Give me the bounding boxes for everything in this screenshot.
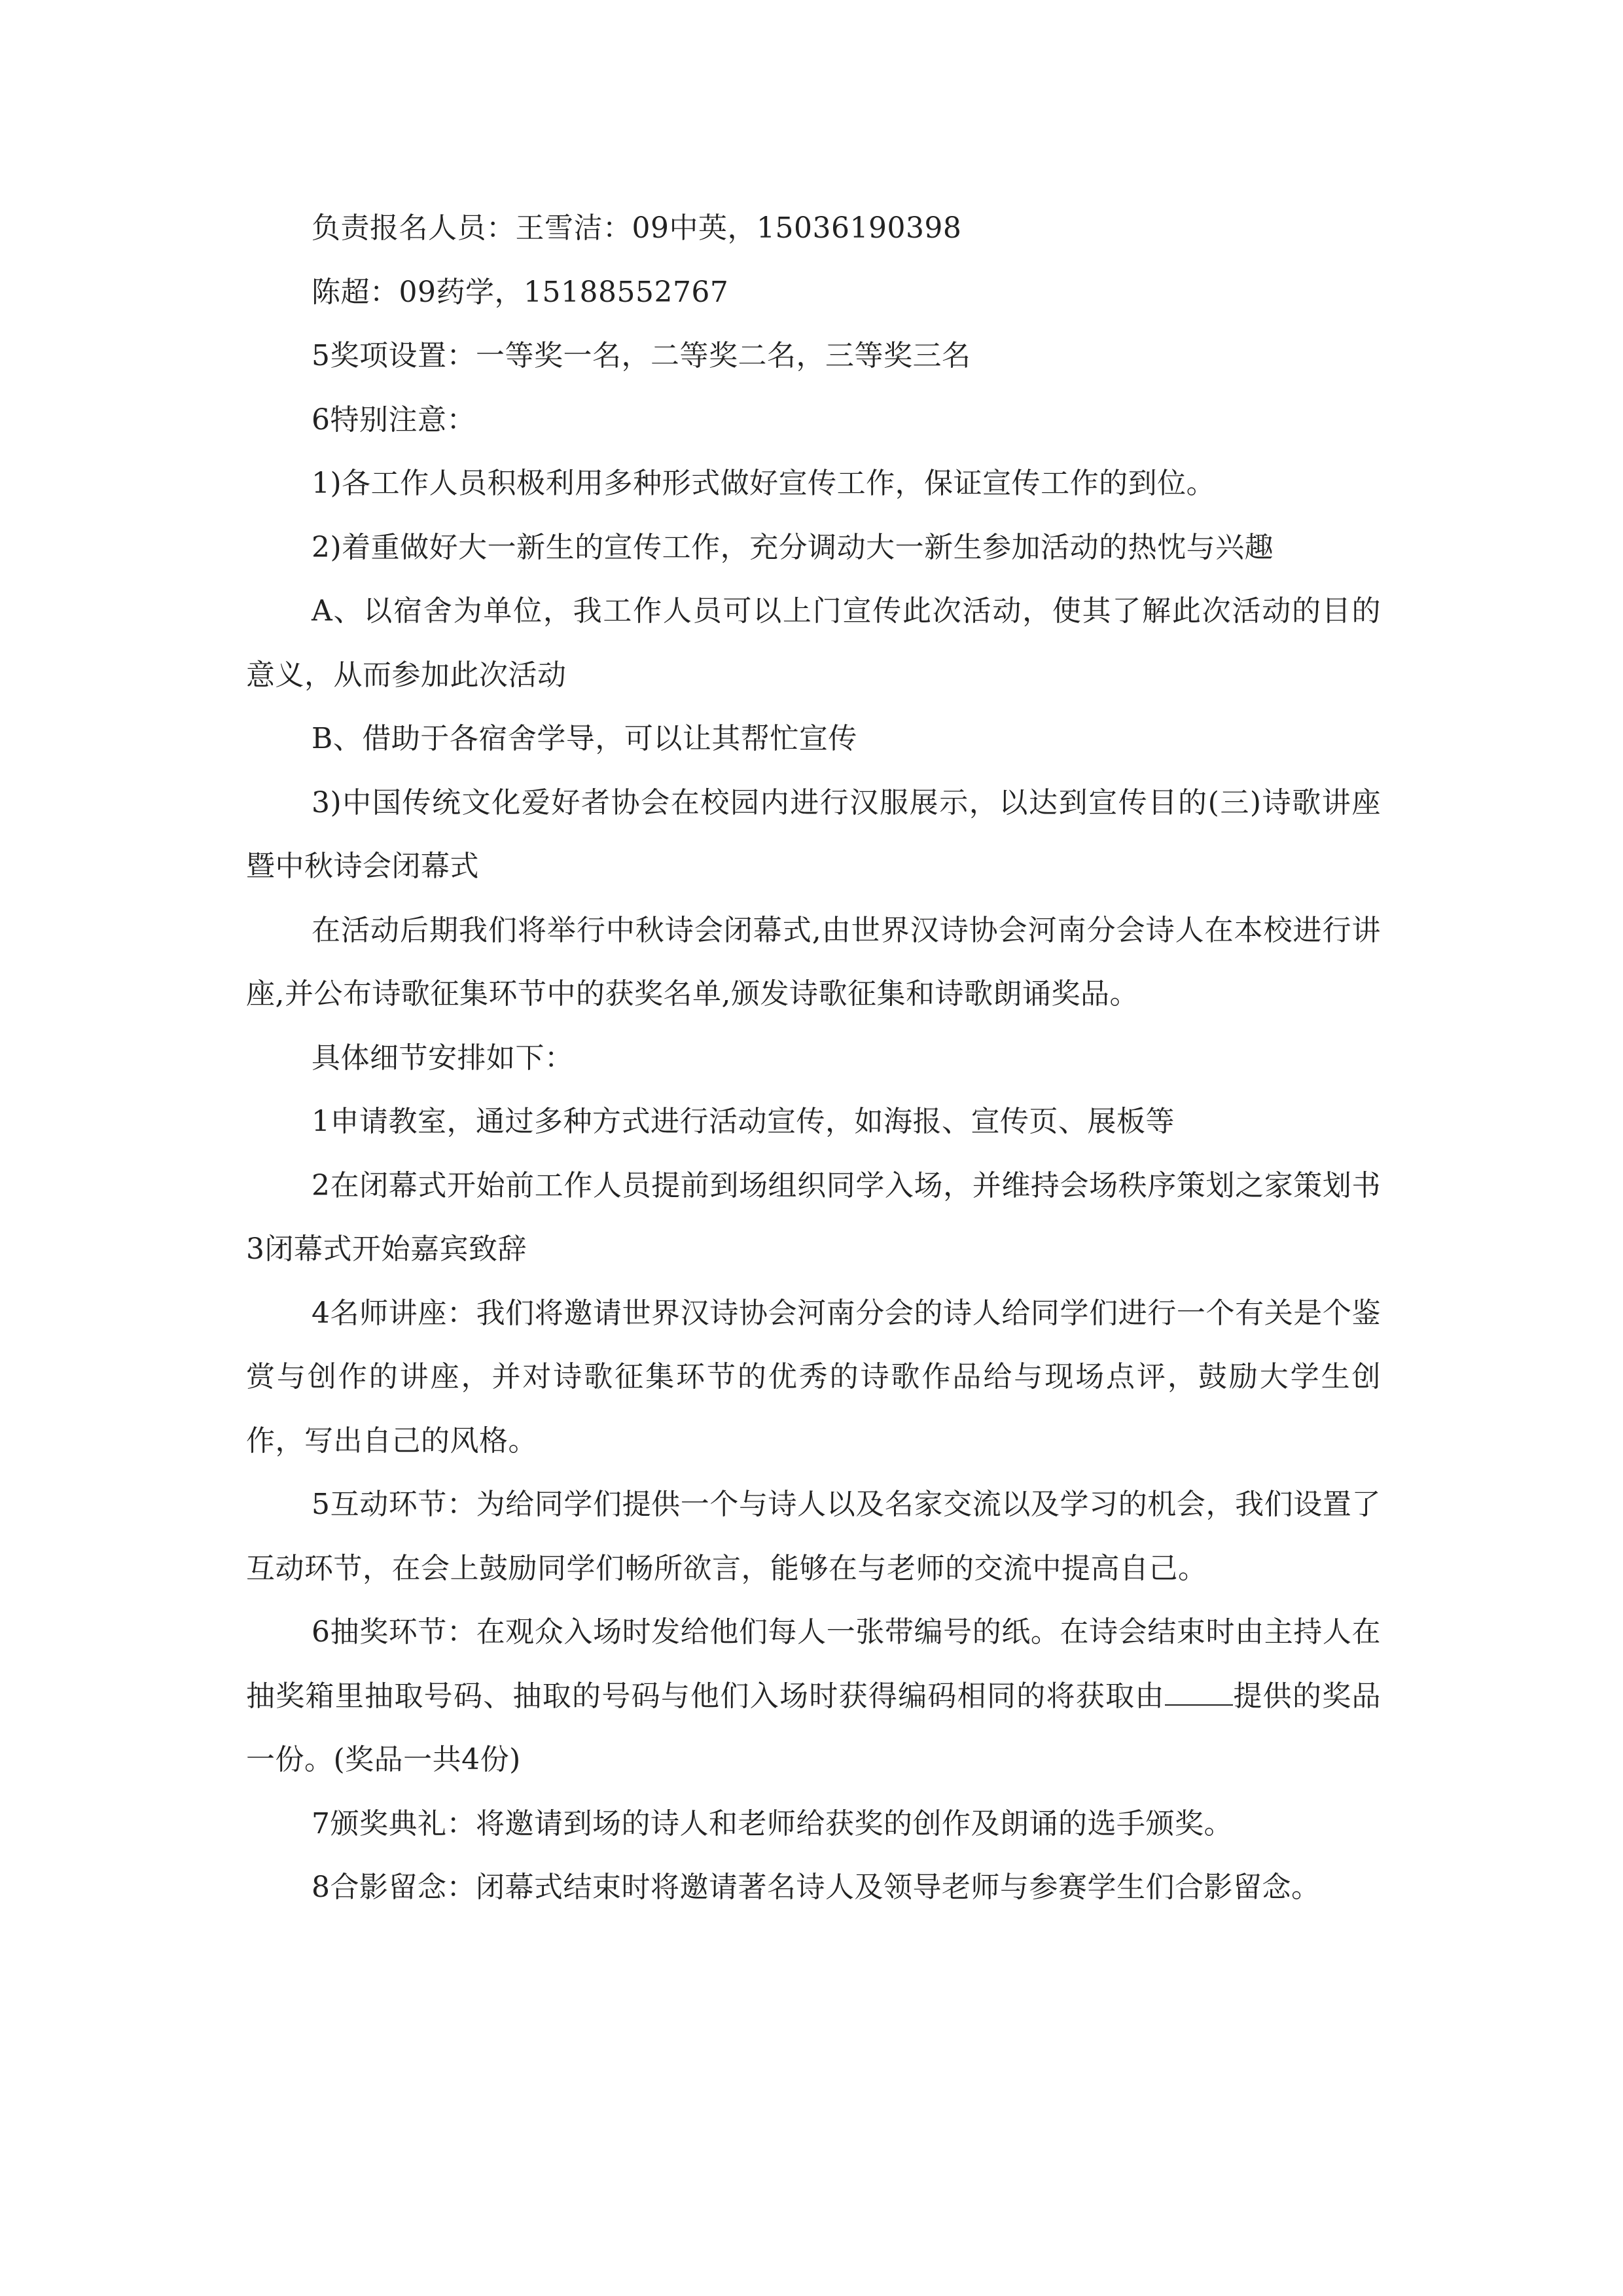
paragraph-step-4: 4名师讲座：我们将邀请世界汉诗协会河南分会的诗人给同学们进行一个有关是个鉴赏与创作的讲座，并对诗歌征集环节的优秀的诗歌作品给与现场点评，鼓励大学生创作，写出自己的风格。 <box>246 1296 1381 1458</box>
paragraph-closing-ceremony-intro: 在活动后期我们将举行中秋诗会闭幕式,由世界汉诗协会河南分会诗人在本校进行讲座,并公布诗歌征集环节中的获奖名单,颁发诗歌征集和诗歌朗诵奖品。 <box>246 913 1381 1011</box>
step-6-text-before-blank: 6抽奖环节：在观众入场时发给他们每人一张带编号的纸。在诗会结束时由主持人在抽奖箱里抽取号码、抽取的号码与他们入场时获得编码相同的将获取由 <box>246 1615 1381 1713</box>
paragraph-note-3: 3)中国传统文化爱好者协会在校园内进行汉服展示，以达到宣传目的(三)诗歌讲座暨中秋诗会闭幕式 <box>246 785 1381 883</box>
paragraph-note-2a: A、以宿舍为单位，我工作人员可以上门宣传此次活动，使其了解此次活动的目的意义，从而参加此次活动 <box>246 594 1381 692</box>
paragraph-step-1: 1申请教室，通过多种方式进行活动宣传，如海报、宣传页、展板等 <box>312 1105 1175 1138</box>
paragraph-details-heading: 具体细节安排如下： <box>312 1041 574 1075</box>
paragraph-step-2-3: 2在闭幕式开始前工作人员提前到场组织同学入场，并维持会场秩序策划之家策划书3闭幕式开始嘉宾致辞 <box>246 1168 1381 1266</box>
document-body <box>246 196 1381 1920</box>
paragraph-step-8: 8合影留念：闭幕式结束时将邀请著名诗人及领导老师与参赛学生们合影留念。 <box>312 1871 1321 1904</box>
paragraph-note-2b: B、借助于各宿舍学导，可以让其帮忙宣传 <box>312 722 857 755</box>
paragraph-awards-setup: 5奖项设置：一等奖一名，二等奖二名，三等奖三名 <box>312 339 971 372</box>
paragraph-note-1: 1)各工作人员积极利用多种形式做好宣传工作，保证宣传工作的到位。 <box>312 467 1216 500</box>
step-6-text-after-blank: 提供的奖品一份。(奖品一共4份) <box>246 1679 1381 1776</box>
paragraph-note-2: 2)着重做好大一新生的宣传工作，充分调动大一新生参加活动的热忱与兴趣 <box>312 530 1274 564</box>
paragraph-special-notes-heading: 6特别注意： <box>312 403 476 437</box>
paragraph-registrar-2: 陈超：09药学，15188552767 <box>312 275 729 309</box>
paragraph-step-5: 5互动环节：为给同学们提供一个与诗人以及名家交流以及学习的机会，我们设置了互动环节，在会上鼓励同学们畅所欲言，能够在与老师的交流中提高自己。 <box>246 1488 1381 1585</box>
paragraph-registrar-1: 负责报名人员：王雪洁：09中英，15036190398 <box>312 211 962 245</box>
paragraph-step-6 <box>246 1600 1381 1792</box>
fill-in-blank <box>1165 1704 1233 1706</box>
paragraph-step-7: 7颁奖典礼：将邀请到场的诗人和老师给获奖的创作及朗诵的选手颁奖。 <box>312 1806 1233 1840</box>
